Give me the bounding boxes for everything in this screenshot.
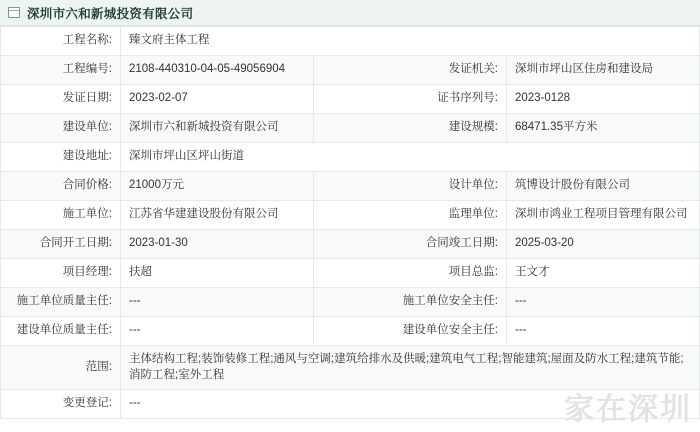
table-row [1,56,700,85]
watermark: 家在深圳 [564,392,692,427]
page-title: 深圳市六和新城投资有限公司 [27,6,194,21]
field-value: 王文才 [507,259,700,288]
field-label: 范围: [1,346,121,390]
field-label: 合同价格: [1,172,121,201]
field-value: 2108-440310-04-05-49056904 [121,56,314,85]
field-label: 工程名称: [1,27,121,56]
table-row [1,288,700,317]
field-label: 建设单位: [1,114,121,143]
field-value: --- [121,390,700,419]
field-label: 证书序列号: [314,85,507,114]
field-value: 深圳市坪山区住房和建设局 [507,56,700,85]
field-label: 合同开工日期: [1,230,121,259]
table-row [1,259,700,288]
field-label: 建设单位安全主任: [314,317,507,346]
table-row-change [1,390,700,419]
field-value: --- [507,317,700,346]
project-info-table [0,26,700,419]
field-label: 项目总监: [314,259,507,288]
field-value: --- [507,288,700,317]
field-value: 深圳市六和新城投资有限公司 [121,114,314,143]
field-value: 68471.35平方米 [507,114,700,143]
field-label: 施工单位: [1,201,121,230]
field-label: 发证日期: [1,85,121,114]
table-row [1,317,700,346]
field-label: 建设地址: [1,143,121,172]
field-value: 扶超 [121,259,314,288]
field-value: 2023-02-07 [121,85,314,114]
table-row [1,85,700,114]
field-value: 深圳市鸿业工程项目管理有限公司 [507,201,700,230]
field-label: 监理单位: [314,201,507,230]
table-row [1,201,700,230]
field-value: 2025-03-20 [507,230,700,259]
field-value: 江苏省华建建设股份有限公司 [121,201,314,230]
table-row [1,27,700,56]
field-value: 21000万元 [121,172,314,201]
field-value: --- [121,288,314,317]
field-value: 筑博设计股份有限公司 [507,172,700,201]
document-icon [8,7,20,18]
field-value: 臻文府主体工程 [121,27,700,56]
table-row [1,172,700,201]
field-label: 项目经理: [1,259,121,288]
field-value: 深圳市坪山区坪山街道 [121,143,700,172]
table-row-range [1,346,700,390]
field-label: 建设单位质量主任: [1,317,121,346]
field-label: 施工单位安全主任: [314,288,507,317]
field-label: 建设规模: [314,114,507,143]
field-label: 发证机关: [314,56,507,85]
field-label: 设计单位: [314,172,507,201]
table-row [1,114,700,143]
document-header [0,0,700,26]
field-label: 变更登记: [1,390,121,419]
field-value: 2023-01-30 [121,230,314,259]
field-label: 工程编号: [1,56,121,85]
field-label: 合同竣工日期: [314,230,507,259]
table-row [1,143,700,172]
field-value: --- [121,317,314,346]
field-value: 2023-0128 [507,85,700,114]
field-label: 施工单位质量主任: [1,288,121,317]
table-row [1,230,700,259]
field-value: 主体结构工程;装饰装修工程;通风与空调;建筑给排水及供暖;建筑电气工程;智能建筑;屋面及防水工程;建筑节能;消防工程;室外工程 [121,346,700,390]
